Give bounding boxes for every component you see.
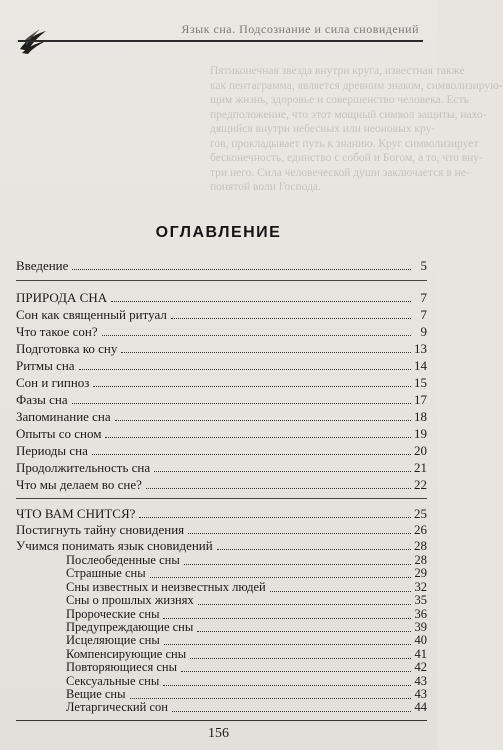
toc-entry-page: 28 — [414, 553, 427, 567]
toc-subentry[interactable] — [66, 608, 427, 621]
toc-section-heading[interactable] — [16, 290, 427, 305]
dot-leader — [171, 310, 411, 319]
toc-entry-page: 22 — [414, 477, 427, 492]
dot-leader — [93, 378, 411, 387]
dot-leader — [115, 412, 411, 421]
dot-leader — [270, 583, 411, 592]
dot-leader — [197, 623, 411, 632]
toc-entry[interactable] — [16, 341, 427, 356]
toc-entry-label: Фазы сна — [16, 392, 68, 407]
bleed-through-line: дящийся внутри небесных или неоновых кру- — [210, 123, 436, 135]
dot-leader — [190, 650, 411, 659]
dot-leader — [163, 677, 411, 686]
toc-entry-page: 43 — [414, 687, 427, 701]
toc-entry-label: Продолжительность сна — [16, 460, 151, 475]
toc-entry[interactable] — [16, 392, 427, 407]
toc-entry-page: 43 — [414, 673, 427, 688]
toc-entry-label: Пророческие сны — [66, 606, 160, 621]
toc-entry[interactable] — [16, 375, 427, 390]
dot-leader — [163, 610, 411, 619]
toc-entry-page: 13 — [414, 341, 427, 356]
bleed-through-line: понятой воли Господа. — [210, 181, 321, 193]
dot-leader — [79, 361, 411, 370]
toc-entry-label: Страшные сны — [66, 566, 146, 581]
toc-entry-page: 5 — [420, 258, 427, 273]
bleed-through-line: щим жизнь, здоровье и совершенство человека. Есть — [210, 94, 469, 106]
dot-leader — [72, 261, 411, 270]
footer-rule — [16, 720, 427, 721]
dot-leader — [164, 636, 411, 645]
toc-entry-page: 25 — [414, 506, 427, 521]
toc-entry-page: 19 — [414, 426, 427, 441]
toc-entry-label: Вещие сны — [66, 687, 126, 701]
toc-entry-label: Летаргический сон — [66, 700, 168, 715]
toc-entry-page: 40 — [414, 633, 427, 648]
toc-entry-page: 41 — [414, 646, 427, 661]
bleed-through-line: предположение, что этот мощный символ защиты, нахо- — [210, 108, 487, 121]
dot-leader — [105, 429, 411, 438]
toc-entry[interactable] — [16, 258, 427, 273]
toc-entry-label: Сон как священный ритуал — [16, 307, 167, 322]
toc-entry-label: Сны известных и неизвестных людей — [66, 579, 266, 594]
toc-entry[interactable] — [16, 409, 427, 424]
toc-entry[interactable] — [16, 358, 427, 373]
toc-subentry[interactable] — [66, 581, 427, 594]
dot-leader — [146, 480, 411, 489]
toc-entry-page: 15 — [414, 375, 427, 390]
toc-entry-label: Опыты со сном — [16, 426, 102, 441]
toc-entry-page: 32 — [414, 579, 427, 594]
toc-entry[interactable] — [16, 522, 427, 537]
toc-entry-label: Сны о прошлых жизнях — [66, 593, 194, 608]
toc-subentry[interactable] — [66, 567, 427, 580]
toc-subentry[interactable] — [66, 688, 427, 701]
bleed-through-line: бесконечность, единство с собой и Богом, а то, что вну- — [210, 152, 483, 164]
toc-entry[interactable] — [16, 477, 427, 492]
toc-entry-label: Введение — [16, 258, 69, 273]
dot-leader — [130, 690, 411, 699]
toc-entry-page: 44 — [414, 700, 427, 715]
toc-entry-label: Послеобеденные сны — [66, 553, 180, 567]
toc-entry-page: 36 — [414, 606, 427, 621]
toc-entry-label: Компенсирующие сны — [66, 646, 187, 661]
toc-entry-label: Исцеляющие сны — [66, 633, 160, 648]
toc-entry-label: Подготовка ко сну — [16, 341, 118, 356]
toc-entry-page: 17 — [414, 392, 427, 407]
toc-entry[interactable] — [16, 307, 427, 322]
toc-subentry[interactable] — [66, 661, 427, 674]
toc-entry-label: ПРИРОДА СНА — [16, 290, 108, 305]
toc-entry-label: Что такое сон? — [16, 324, 98, 339]
toc-entry-page: 35 — [414, 593, 427, 608]
toc-entry-label: ЧТО ВАМ СНИТСЯ? — [16, 506, 136, 521]
dot-leader — [172, 703, 411, 712]
toc-entry-page: 7 — [420, 290, 427, 305]
page-number: 156 — [208, 726, 229, 741]
dot-leader — [111, 293, 411, 302]
toc-entry-label: Повторяющиеся сны — [66, 660, 177, 675]
dot-leader — [188, 525, 411, 534]
toc-entry-page: 39 — [414, 620, 427, 634]
bleed-through-line: гов, прокладывает путь к знанию. Круг символизирует — [210, 137, 479, 150]
toc-entry-page: 26 — [414, 522, 427, 537]
dot-leader — [102, 327, 411, 336]
section-divider — [16, 280, 427, 281]
toc-entry-label: Что мы делаем во сне? — [16, 477, 142, 492]
running-title: Язык сна. Подсознание и сила сновидений — [181, 22, 419, 36]
bleed-through-line: три него. Сила человеческой души заключается в не- — [210, 166, 470, 179]
toc-entry-page: 28 — [414, 538, 427, 553]
toc-entry-label: Сон и гипноз — [16, 375, 90, 390]
toc-subentry[interactable] — [66, 621, 427, 634]
toc-entry-label: Периоды сна — [16, 443, 88, 458]
dot-leader — [72, 395, 411, 404]
toc-entry-page: 20 — [414, 443, 427, 458]
toc-entry-page: 14 — [414, 358, 427, 373]
toc-entry[interactable] — [16, 426, 427, 441]
dot-leader — [92, 446, 411, 455]
toc-entry-label: Постигнуть тайну сновидения — [16, 522, 185, 537]
toc-entry-page: 9 — [420, 324, 427, 339]
toc-entry[interactable] — [16, 324, 427, 339]
toc-section-heading[interactable] — [16, 506, 427, 521]
toc-subentry[interactable] — [66, 554, 427, 567]
toc-subentry[interactable] — [66, 634, 427, 647]
dot-leader — [184, 556, 411, 565]
dot-leader — [150, 569, 411, 578]
toc-entry-label: Сексуальные сны — [66, 673, 160, 688]
toc-title: ОГЛАВЛЕНИЕ — [155, 224, 282, 241]
toc-subentry[interactable] — [66, 594, 427, 607]
dot-leader — [139, 509, 411, 518]
toc-entry-label: Запоминание сна — [16, 409, 111, 424]
toc-entry[interactable] — [16, 460, 427, 475]
bleed-through-line: Пятиконечная звезда внутри круга, известная также — [210, 65, 465, 77]
toc-entry[interactable] — [16, 538, 427, 553]
toc-entry-page: 42 — [414, 660, 427, 675]
toc-subentry[interactable] — [66, 675, 427, 688]
bleed-through-line: как пентаграмма, является древним знаком, символизирую- — [210, 79, 503, 92]
toc-entry-label: Предупреждающие сны — [66, 620, 194, 634]
toc-subentry[interactable] — [66, 701, 427, 714]
toc-entry-label: Учимся понимать язык сновидений — [16, 538, 213, 553]
toc-entry[interactable] — [16, 443, 427, 458]
toc-entry-label: Ритмы сна — [16, 358, 75, 373]
dot-leader — [198, 596, 411, 605]
toc-entry-page: 21 — [414, 460, 427, 475]
dot-leader — [121, 344, 411, 353]
toc-entry-page: 29 — [414, 566, 427, 581]
dot-leader — [181, 663, 411, 672]
toc-entry-page: 7 — [420, 307, 427, 322]
dot-leader — [154, 463, 411, 472]
section-divider — [16, 498, 427, 499]
dot-leader — [217, 541, 411, 550]
toc-subentry[interactable] — [66, 648, 427, 661]
toc-entry-page: 18 — [414, 409, 427, 424]
